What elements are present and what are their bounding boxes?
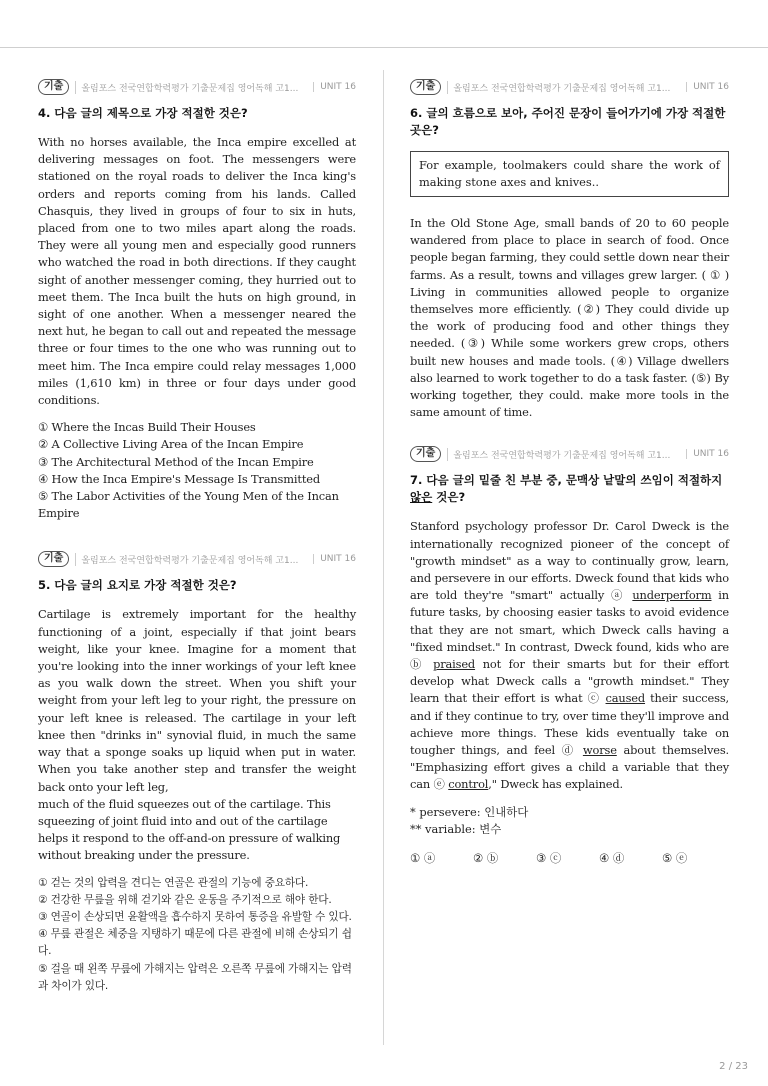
underlined-word-c: caused (605, 691, 646, 706)
source-label: 올림포스 전국연합학력평가 기출문제집 영어독해 고1... (447, 81, 680, 94)
choice-1[interactable]: ① ⓐ (410, 850, 436, 865)
left-column (38, 78, 356, 995)
question-header (38, 78, 356, 96)
choice-4[interactable]: ④ 무릎 관절은 체중을 지탱하기 때문에 다른 관절에 비해 손상되기 쉽다. (38, 928, 352, 958)
source-label: 올림포스 전국연합학력평가 기출문제집 영어독해 고1... (447, 448, 680, 461)
underlined-word-b: praised (433, 657, 476, 672)
right-column (410, 78, 729, 866)
question-header (38, 550, 356, 568)
choice-1[interactable]: ① Where the Incas Build Their Houses (38, 420, 256, 435)
choice-4[interactable]: ④ How the Inca Empire's Message Is Transmitted (38, 471, 320, 486)
exam-badge: 기출 (410, 79, 441, 95)
note-persevere: * persevere: 인내하다 (410, 804, 529, 819)
choice-4[interactable]: ④ ⓓ (599, 850, 625, 865)
passage-continued: much of the fluid squeezes out of the cartilage. This squeezing of joint fluid into and out of the cartilage helps it respond to the off-and-on pressure of walking without breaking under the pressure. (38, 796, 341, 863)
exam-badge: 기출 (410, 446, 441, 462)
answer-choices (38, 419, 356, 522)
question-title: 5. 다음 글의 요지로 가장 적절한 것은? (38, 578, 237, 593)
choice-2[interactable]: ② 건강한 무릎을 위해 걷기와 같은 운동을 주기적으로 해야 한다. (38, 893, 332, 906)
answer-choices (410, 850, 729, 866)
question-title: 6. 글의 흐름으로 보아, 주어진 문장이 들어가기에 가장 적절한 곳은? (410, 106, 726, 137)
top-rule (0, 47, 768, 48)
choice-3[interactable]: ③ 연골이 손상되면 윤활액을 흡수하지 못하여 통증을 유발할 수 있다. (38, 910, 352, 923)
question-title: 4. 다음 글의 제목으로 가장 적절한 것은? (38, 106, 248, 120)
passage: Cartilage is extremely important for the healthy functioning of a joint, especially if that joint bears weight, like your knee. Imagine for a moment that you're looking into the inner workings of your left knee as you walk down the street. When you shift your weight from your left leg to your right, the pressure on your left knee is released. The cartilage in your left knee then "drinks in" synovial fluid, in much the same way that a sponge soaks up liquid when put in water. When you take another step and transfer the weight back onto your left leg, (38, 607, 356, 794)
underlined-word-a: underperform (632, 588, 712, 603)
source-label: 올림포스 전국연합학력평가 기출문제집 영어독해 고1... (75, 553, 307, 566)
question-header (410, 78, 729, 96)
passage: In the Old Stone Age, small bands of 20 to 60 people wandered from place to place in search of food. Once people began farming, they could settle down near their farms. As a result, towns and villages grew larger. ( ① ) Living in communities allowed people to organize themselves more efficiently. (②) They could divide up the work of producing food and other things they needed. (③) While some workers grew crops, others built new houses and made tools. (④) Village dwellers also learned to work together to do a task faster. (⑤) By working together, they could. make more tools in the same amount of time. (410, 216, 729, 420)
exam-badge: 기출 (38, 551, 69, 567)
question-7 (410, 445, 729, 865)
unit-label: UNIT 16 (686, 82, 729, 92)
answer-choices (38, 875, 356, 995)
underlined-word-d: worse (582, 743, 617, 758)
choice-3[interactable]: ③ ⓒ (536, 850, 562, 865)
question-6 (410, 78, 729, 421)
choice-1[interactable]: ① 걷는 것의 압력을 견디는 연골은 관절의 기능에 중요하다. (38, 876, 309, 889)
unit-label: UNIT 16 (313, 554, 356, 564)
exam-badge: 기출 (38, 79, 69, 95)
passage: Stanford psychology professor Dr. Carol Dweck is the internationally recognized pioneer of the concept of "growth mindset" as a way to continually grow, learn, and persevere in our efforts. Dweck found that kids who are told they're "smart" actually ⓐ underperform in future tasks, by choosing easier tasks to avoid evidence that they are not smart, which Dweck calls having a "fixed mindset." In contrast, Dweck found, kids who are ⓑ praised not for their smarts but for their effort develop what Dweck calls a "growth mindset." They learn that their effort is what ⓒ caused their success, and if they continue to try, over time they'll improve and achieve more things. These kids eventually take on tougher things, and feel ⓓ worse about themselves. "Emphasizing effort gives a child a variable that they can ⓔ control," Dweck has explained. (410, 519, 729, 792)
page-number: 2 / 23 (719, 1061, 748, 1072)
choice-5[interactable]: ⑤ 걸을 때 왼쪽 무릎에 가해지는 압력은 오른쪽 무릎에 가해지는 압력과 차이가 있다. (38, 962, 352, 992)
question-header (410, 445, 729, 463)
passage: With no horses available, the Inca empire excelled at delivering messages on foot. The messengers were stationed on the royal roads to deliver the Inca king's orders and reports coming from his lands. Called Chasquis, they lived in groups of four to six in huts, placed from one to two miles apart along the roads. They were all young men and especially good runners who watched the road in both directions. If they caught sight of another messenger coming, they hurried out to meet them. The Inca built the huts on high ground, in sight of one another. When a messenger neared the next hut, he began to call out and repeated the message three or four times to the one who was running out to meet him. The Inca empire could relay messages 1,000 miles (1,610 km) in three or four days under good conditions. (38, 135, 356, 408)
choice-3[interactable]: ③ The Architectural Method of the Incan Empire (38, 454, 314, 469)
unit-label: UNIT 16 (686, 449, 729, 459)
unit-label: UNIT 16 (313, 82, 356, 92)
question-title: 7. 다음 글의 밑줄 친 부분 중, 문맥상 낱말의 쓰임이 적절하지 않은 것은? (410, 473, 723, 505)
choice-5[interactable]: ⑤ The Labor Activities of the Young Men of the Incan Empire (38, 489, 339, 521)
note-variable: ** variable: 변수 (410, 821, 502, 836)
choice-5[interactable]: ⑤ ⓔ (662, 850, 688, 865)
choice-2[interactable]: ② ⓑ (473, 850, 499, 865)
source-label: 올림포스 전국연합학력평가 기출문제집 영어독해 고1... (75, 81, 307, 94)
vocab-notes (410, 804, 729, 838)
question-5 (38, 550, 356, 994)
choice-2[interactable]: ② A Collective Living Area of the Incan Empire (38, 437, 304, 452)
column-divider (383, 70, 384, 1045)
given-sentence-box: For example, toolmakers could share the work of making stone axes and knives.. (410, 151, 729, 197)
underlined-word-e: control (448, 777, 489, 792)
question-4 (38, 78, 356, 522)
